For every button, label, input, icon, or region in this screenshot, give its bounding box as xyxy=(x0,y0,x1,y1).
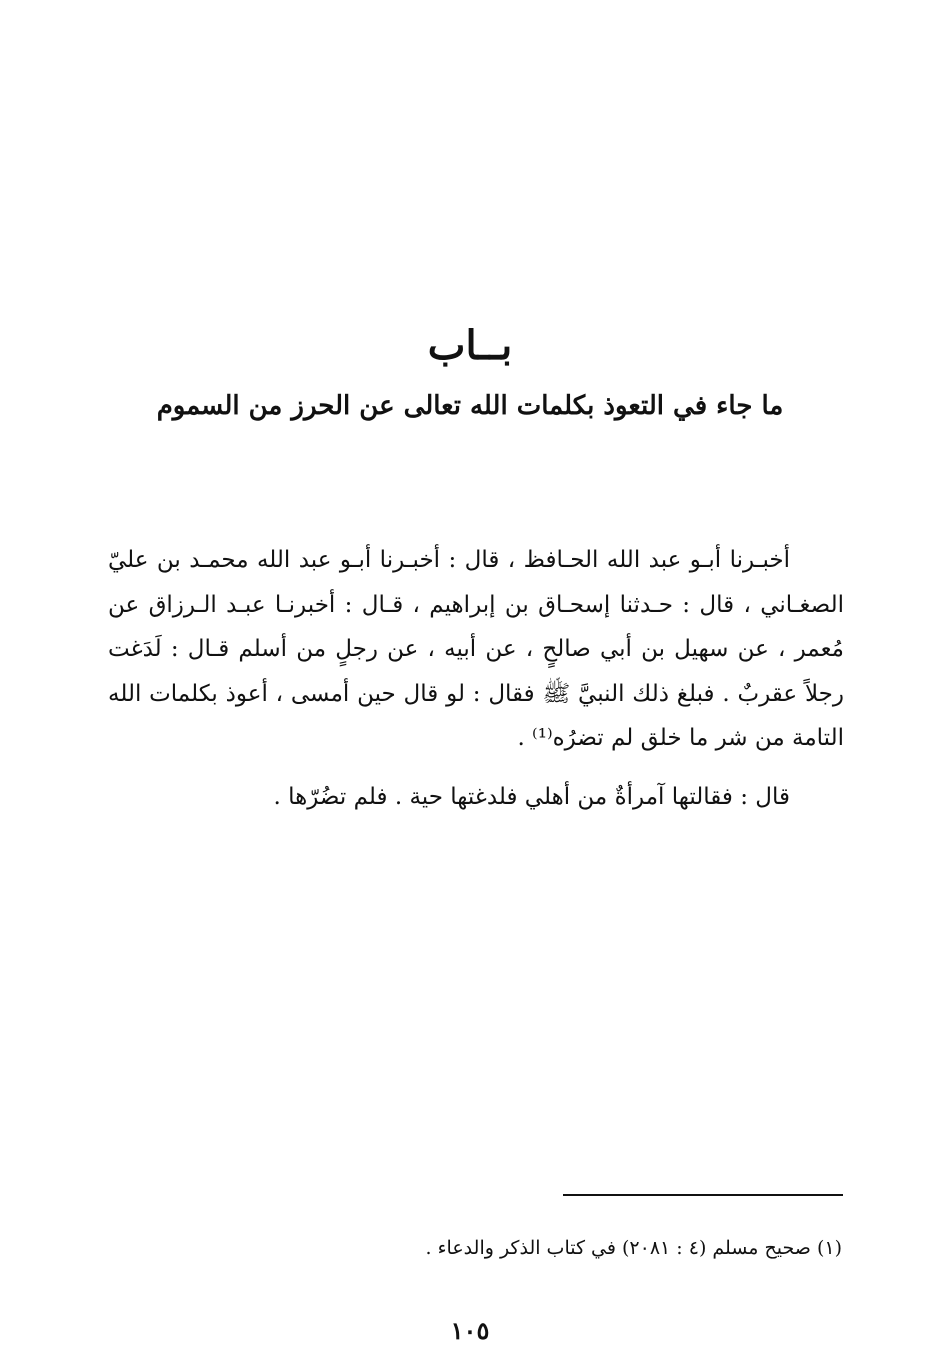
footnote-divider xyxy=(563,1194,843,1196)
paragraph-1: أخبـرنا أبـو عبد الله الحـافظ ، قال : أخبـرنا أبـو عبد الله محمـد بن عليّ الصغـاني ، قال : حـدثنا إسحـاق بن إبراهيم ، قـال : أخبرنـا عبـد الـرزاق عن مُعمر ، عن سهيل بن أبي صالحٍ ، عن أبيه ، عن رجلٍ من أسلم قـال : لَدَغت رجلاً عقربٌ . فبلغ ذلك النبيَّ ﷺ فقال : لو قال حين أمسى ، أعوذ بكلمات الله التامة من شر ما خلق لم تضرُه⁽¹⁾ . xyxy=(108,547,844,751)
chapter-title: ما جاء في التعوذ بكلمات الله تعالى عن الحرز من السموم xyxy=(156,391,784,421)
chapter-heading: بــاب xyxy=(427,322,513,369)
footnote: (١) صحيح مسلم (٤ : ٢٠٨١) في كتاب الذكر والدعاء . xyxy=(425,1237,842,1259)
page-number: ١٠٥ xyxy=(450,1316,490,1345)
main-text xyxy=(108,538,844,819)
paragraph-2: قال : فقالتها آمرأةٌ من أهلي فلدغتها حية . فلم تضُرّها . xyxy=(273,783,790,810)
